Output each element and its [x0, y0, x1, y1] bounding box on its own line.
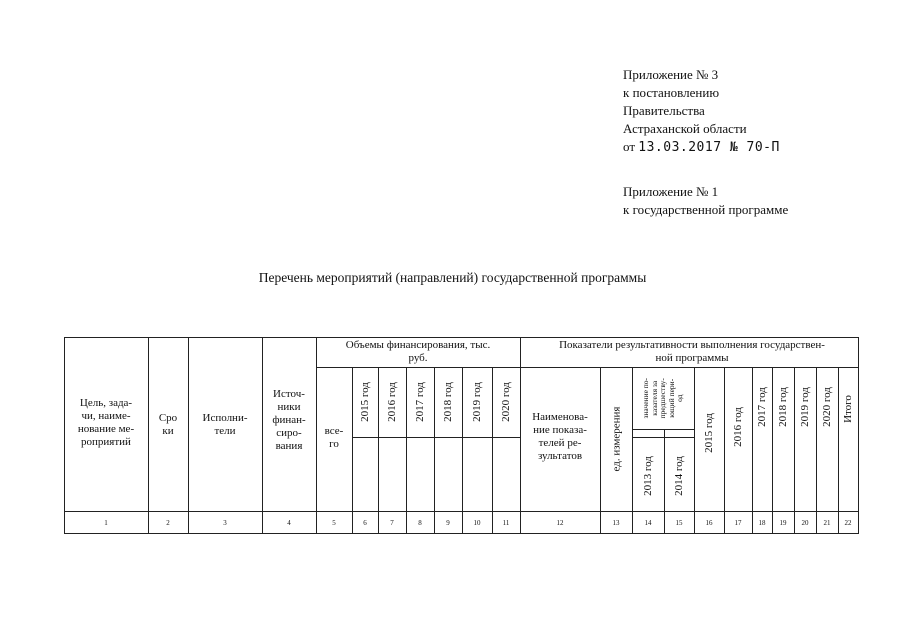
appendix-3-line-4: Астраханской области	[623, 121, 747, 136]
executors-header: Исполни- тели	[202, 412, 248, 437]
col-line	[462, 367, 463, 534]
column-number: 19	[779, 519, 787, 527]
appendix-3-line-1: Приложение № 3	[623, 67, 719, 82]
funding-year-2018: 2018 год	[441, 382, 454, 422]
document-title: Перечень мероприятий (направлений) государственной программы	[258, 270, 647, 285]
prev-year-2013: 2013 год	[641, 456, 654, 496]
funding-year-2015: 2015 год	[358, 382, 371, 422]
funding-group-header: Объемы финансирования, тыс. руб.	[345, 339, 491, 364]
goal-header: Цель, зада- чи, наиме- нование ме- роприятий	[77, 397, 135, 448]
col-line	[724, 367, 725, 534]
col-line	[752, 367, 753, 534]
indicator-year-2020: 2020 год	[820, 387, 833, 427]
appendix-1-line-1: Приложение № 1	[623, 184, 719, 199]
prev-years-line	[632, 437, 694, 438]
indicator-year-2015: 2015 год	[702, 413, 715, 453]
column-number: 15	[675, 519, 683, 527]
column-number: 4	[287, 519, 291, 527]
appendix-3-line-2: к постановлению	[623, 85, 720, 100]
funding-year-2016: 2016 год	[385, 382, 398, 422]
funding-year-2020: 2020 год	[499, 382, 512, 422]
column-number: 6	[363, 519, 367, 527]
date-prefix: от	[623, 139, 636, 154]
column-number: 17	[734, 519, 742, 527]
column-number: 14	[644, 519, 652, 527]
funding-year-2017: 2017 год	[413, 382, 426, 422]
prev-value-line	[632, 429, 694, 430]
sources-header: Источ- ники финан- сиро- вания	[272, 388, 306, 452]
handwritten-date-number: 13.03.2017 № 70-П	[638, 140, 780, 155]
column-number: 2	[166, 519, 170, 527]
column-number: 8	[418, 519, 422, 527]
col-line	[406, 367, 407, 534]
col-line	[632, 367, 633, 534]
column-number: 13	[612, 519, 620, 527]
column-number: 10	[473, 519, 481, 527]
table-border-top	[64, 337, 859, 338]
group-header-line	[316, 367, 859, 368]
indicator-year-2016: 2016 год	[731, 407, 744, 447]
indicator-year-2018: 2018 год	[776, 387, 789, 427]
column-number: 9	[446, 519, 450, 527]
column-number: 22	[844, 519, 852, 527]
col-line	[794, 367, 795, 534]
terms-header: Сро ки	[158, 412, 178, 437]
column-number: 3	[223, 519, 227, 527]
prev-year-2014: 2014 год	[672, 456, 685, 496]
appendix-1-line-2: к государственной программе	[623, 202, 789, 217]
column-number: 1	[104, 519, 108, 527]
appendix-3-line-3: Правительства	[623, 103, 705, 118]
indicators-group-header: Показатели результативности выполнения государствен- ной программы	[559, 339, 825, 364]
unit-header: ед. измерения	[609, 406, 622, 472]
col-line	[772, 367, 773, 534]
col-line	[492, 367, 493, 534]
column-number: 18	[758, 519, 766, 527]
column-number: 12	[556, 519, 564, 527]
total-header: все- го	[324, 425, 344, 450]
col-line	[858, 337, 859, 534]
itogo-header: Итого	[841, 395, 854, 423]
prev-value-header: значение по- казателя за предшеству- ющий пери- од	[640, 377, 684, 419]
column-number: 7	[390, 519, 394, 527]
indicator-year-2017: 2017 год	[755, 387, 768, 427]
indicator-year-2019: 2019 год	[798, 387, 811, 427]
col-line	[434, 367, 435, 534]
column-number: 16	[705, 519, 713, 527]
column-number: 5	[332, 519, 336, 527]
col-line	[352, 367, 353, 534]
column-number: 20	[801, 519, 809, 527]
col-line	[838, 367, 839, 534]
col-line	[600, 367, 601, 534]
indicator-name-header: Наименова- ние показа- телей ре- зультатов	[532, 411, 588, 462]
col-line	[378, 367, 379, 534]
column-number: 21	[823, 519, 831, 527]
funding-year-2019: 2019 год	[470, 382, 483, 422]
column-number: 11	[502, 519, 510, 527]
col-line	[816, 367, 817, 534]
col-line	[694, 367, 695, 534]
